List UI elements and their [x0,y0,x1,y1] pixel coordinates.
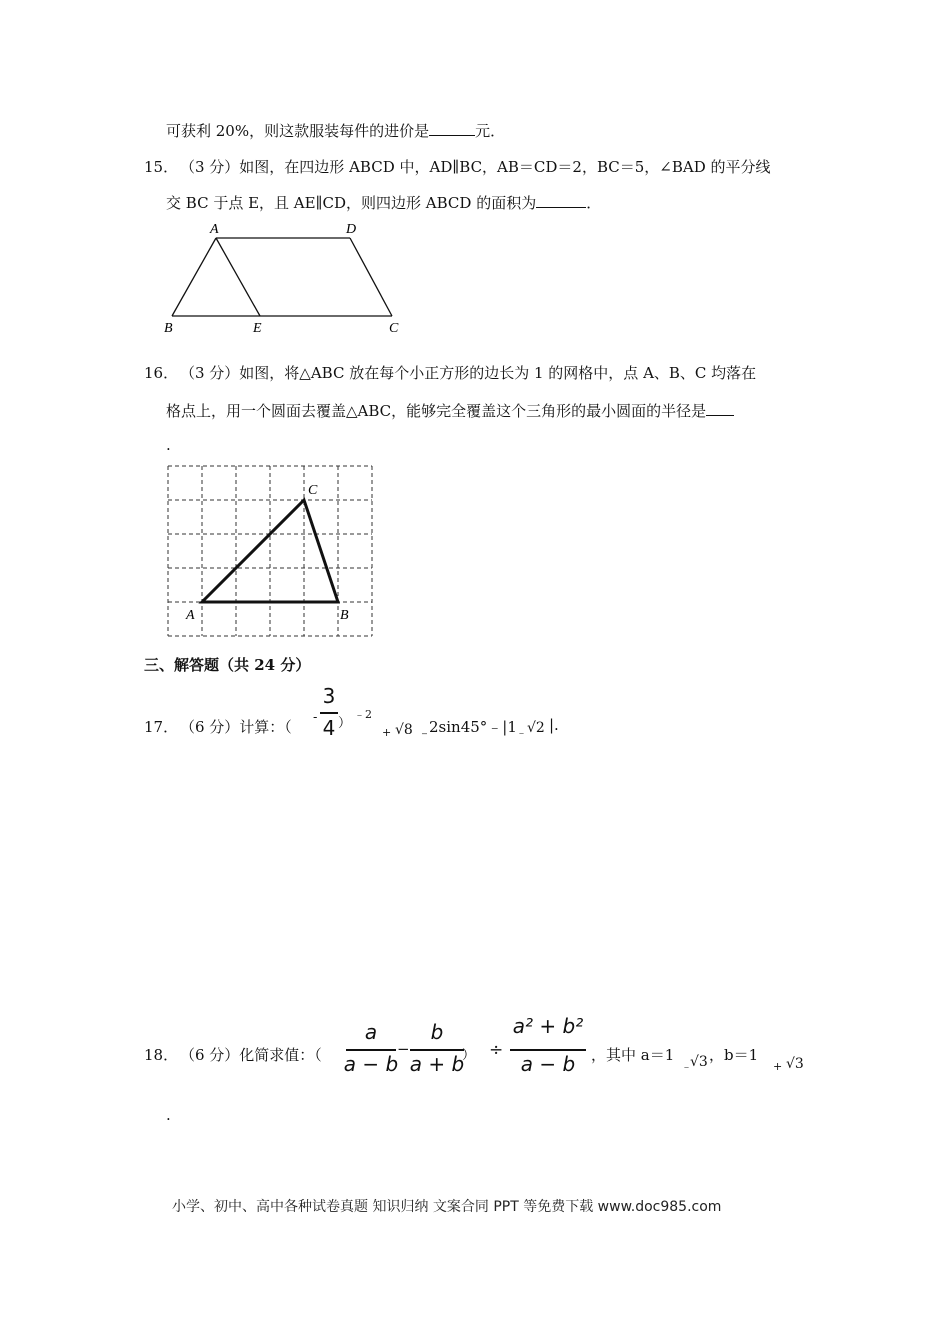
label-b: B [340,608,349,623]
q18-f1-num: a [364,1020,378,1044]
q17-end: |. [549,716,559,734]
q15-figure [160,218,420,338]
q17-prefix: （6 分）计算：（ [180,718,292,736]
section-heading: 三、解答题（共 24 分） [144,656,311,674]
label-c: C [308,483,318,498]
q16-grid-figure [160,460,380,642]
q18-f1-bar [346,1049,396,1051]
label-e: E [253,321,262,336]
q18-div: ÷ [489,1040,504,1060]
q18-f2-den: a + b [409,1052,465,1076]
q17-plus: + [382,726,392,739]
q17-minus2: ﹣ [516,726,527,739]
q18-a-sqrt: √3 [690,1054,708,1070]
q14-tail: 可获利 20%，则这款服装每件的进价是 元． [166,122,506,140]
q16-number: 16． [144,364,179,382]
q18-comma: ，b＝1 [709,1046,759,1064]
label-a: A [186,608,195,623]
q17-frac-den: 4 [322,716,336,740]
q18-f3-den: a − b [520,1052,576,1076]
label-c: C [389,321,399,336]
q18-f1-den: a − b [343,1052,399,1076]
q17-term2: 2sin45°﹣|1 [429,718,517,736]
q17-frac-num: 3 [322,684,336,708]
answer-blank [536,193,586,208]
label-a: A [210,222,219,237]
quadrilateral-abcd [172,238,392,316]
q18-f2-num: b [430,1020,444,1044]
q18-b-op: + [773,1060,783,1073]
q18-end-dot: . [166,1106,171,1124]
q16-line1: （3 分）如图，将△ABC 放在每个小正方形的边长为 1 的网格中，点 A、B、C 均落在 [180,364,757,382]
answer-blank [706,401,734,416]
q17-exponent: ﹣2 [354,708,372,721]
q18-minus: − [397,1040,410,1058]
page-footer: 小学、初中、高中各种试卷真题 知识归纳 文案合同 PPT 等免费下载 www.doc985.com [172,1199,722,1215]
q17-neg-sign: - [313,710,318,725]
q16-line2: 格点上，用一个圆面去覆盖△ABC，能够完全覆盖这个三角形的最小圆面的半径是 [166,400,734,421]
q17-close: ） [338,716,352,731]
q17-sqrt8: √8 [395,722,413,738]
q18-b-sqrt: √3 [786,1056,804,1072]
q15-line2: 交 BC 于点 E，且 AE∥CD，则四边形 ABCD 的面积为 ． [166,194,602,212]
answer-blank [429,121,475,136]
q18-f3-bar [510,1049,586,1051]
q17-sqrt2: √2 [527,720,545,736]
q16-line3: . [166,436,171,454]
q15-number: 15． [144,158,179,176]
q18-prefix: （6 分）化简求值：（ [180,1046,322,1064]
q15-line1: （3 分）如图，在四边形 ABCD 中，AD∥BC，AB＝CD＝2，BC＝5，∠BAD 的平分线 [180,158,771,176]
q18-where: ，其中 a＝1 [591,1046,675,1064]
q18-f2-bar [410,1049,464,1051]
label-b: B [164,321,173,336]
label-d: D [346,222,357,237]
q18-f3-num: a² + b² [512,1014,584,1038]
q17-frac-bar [320,712,338,714]
q17-number: 17． [144,718,179,736]
q18-close: ） [462,1048,476,1063]
q18-number: 18． [144,1046,179,1064]
q17-minus1: ﹣ [418,726,432,741]
q18-a-op: ﹣ [681,1060,692,1073]
